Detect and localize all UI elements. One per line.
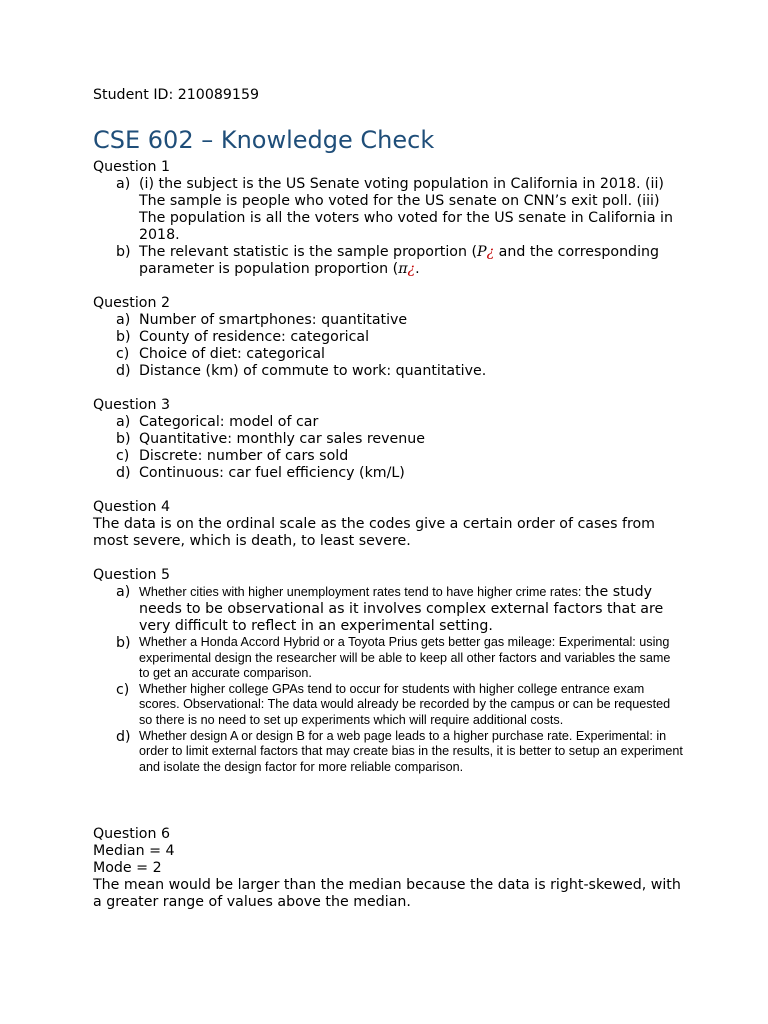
list-marker: c): [116, 681, 130, 698]
answer-text: Distance (km) of commute to work: quantitative.: [139, 363, 487, 379]
list-item: [93, 312, 683, 329]
answer-text: .: [415, 261, 420, 277]
question-1-list: [93, 176, 683, 278]
list-item: [93, 346, 683, 363]
broken-glyph: ¿: [486, 244, 495, 260]
list-item: [93, 244, 683, 278]
list-item: [93, 414, 683, 431]
list-item: [93, 431, 683, 448]
answer-text: (i) the subject is the US Senate voting population in California in 2018. (ii) The sample is people who voted for the US senate on CNN’s exit poll. (iii) The population is all the voters who voted for the US senate in California in 2018.: [139, 176, 673, 243]
list-marker: a): [116, 584, 131, 600]
page-title: CSE 602 – Knowledge Check: [93, 126, 435, 154]
question-2-list: [93, 312, 683, 380]
sample-proportion-symbol: P: [477, 244, 487, 260]
answer-text: Whether design A or design B for a web page leads to a higher purchase rate. Experimental: in order to limit external factors that may create bias in the results, it is better to setup an experiment and isolate the design factor for more reliable comparison.: [139, 728, 683, 774]
list-item: [93, 176, 683, 244]
list-marker: d): [116, 728, 131, 745]
question-3-heading: Question 3: [93, 397, 170, 413]
question-3-list: [93, 414, 683, 482]
answer-text: the study needs to be observational as it involves complex external factors that are very difficult to reflect in an experimental setting.: [139, 584, 664, 634]
answer-text: Discrete: number of cars sold: [139, 448, 349, 464]
answer-text: The relevant statistic is the sample proportion (: [139, 244, 478, 260]
question-6: [93, 826, 683, 911]
answer-text: Categorical: model of car: [139, 414, 319, 430]
list-item: [93, 635, 683, 682]
answer-text: Whether a Honda Accord Hybrid or a Toyota Prius gets better gas mileage: Experimental: using experimental design the researcher will be able to keep all other factors and variables the same to get an accurate comparison.: [139, 635, 671, 681]
question-4: [93, 499, 683, 550]
median-line: Median = 4: [93, 843, 175, 859]
list-item: [93, 448, 683, 465]
question-5-heading: Question 5: [93, 567, 170, 583]
list-marker: a): [116, 414, 131, 430]
answer-text: Number of smartphones: quantitative: [139, 312, 408, 328]
list-marker: a): [116, 312, 131, 328]
question-3: [93, 397, 683, 482]
broken-glyph: ¿: [407, 261, 416, 277]
question-1: [93, 159, 683, 278]
answer-text: Choice of diet: categorical: [139, 346, 325, 362]
list-item: [93, 465, 683, 482]
answer-text: Quantitative: monthly car sales revenue: [139, 431, 426, 447]
list-marker: d): [116, 465, 131, 481]
list-item: [93, 329, 683, 346]
answer-text: Whether higher college GPAs tend to occur for students with higher college entrance exam scores. Observational: The data would already be recorded by the campus or can be requested so there is no need to set up experiments which will require additional costs.: [139, 681, 671, 727]
student-id: Student ID: 210089159: [93, 87, 259, 103]
list-marker: b): [116, 431, 131, 447]
list-marker: d): [116, 363, 131, 379]
question-2: [93, 295, 683, 380]
answer-text: Continuous: car fuel efficiency (km/L): [139, 465, 405, 481]
question-4-heading: Question 4: [93, 499, 170, 515]
list-item: [93, 682, 683, 729]
list-marker: c): [116, 346, 130, 362]
question-5-list: [93, 584, 683, 775]
question-2-heading: Question 2: [93, 295, 170, 311]
list-marker: b): [116, 635, 131, 651]
question-1-heading: Question 1: [93, 159, 170, 175]
list-item: [93, 584, 683, 635]
list-marker: c): [116, 448, 130, 464]
question-text: Whether cities with higher unemployment rates tend to have higher crime rates:: [139, 585, 585, 599]
answer-text: The data is on the ordinal scale as the codes give a certain order of cases from most severe, which is death, to least severe.: [93, 516, 656, 549]
question-6-heading: Question 6: [93, 826, 170, 842]
answer-text: and the corresponding parameter is population proportion (: [139, 244, 660, 277]
list-item: [93, 363, 683, 380]
list-item: [93, 729, 683, 776]
answer-text: The mean would be larger than the median because the data is right-skewed, with a greater range of values above the median.: [93, 877, 681, 910]
question-5: [93, 567, 683, 775]
answer-text: County of residence: categorical: [139, 329, 370, 345]
mode-line: Mode = 2: [93, 860, 162, 876]
list-marker: a): [116, 176, 131, 192]
list-marker: b): [116, 244, 131, 260]
population-proportion-symbol: π: [398, 261, 408, 277]
list-marker: b): [116, 329, 131, 345]
